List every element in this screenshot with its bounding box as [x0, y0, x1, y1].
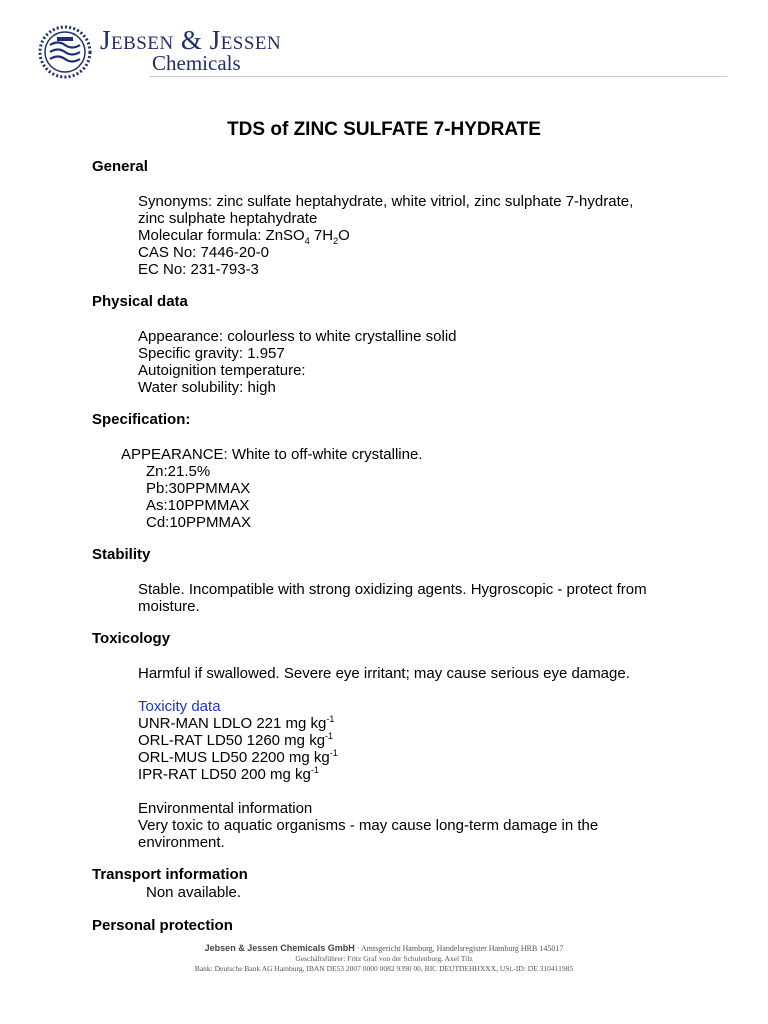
autoignition-temperature: Autoignition temperature:: [138, 362, 306, 379]
spec-appearance: APPEARANCE: White to off-white crystalline.: [121, 446, 423, 463]
footer-bank: Bank: Deutsche Bank AG Hamburg, IBAN DE53 2007 0000 0082 9390 00, BIC DEUTDEHHXXX, USt.-ID: DE 310411985: [194, 964, 574, 973]
section-heading-physical: Physical data: [92, 293, 188, 310]
footer-registry: · Amtsgericht Hamburg, Handelsregister Hamburg HRB 145017: [356, 944, 564, 953]
section-heading-transport: Transport information: [92, 866, 248, 883]
environmental-line-2: environment.: [138, 834, 225, 851]
header-divider: [150, 76, 727, 77]
specific-gravity: Specific gravity: 1.957: [138, 345, 285, 362]
synonyms-line-1: Synonyms: zinc sulfate heptahydrate, white vitriol, zinc sulphate 7-hydrate,: [138, 193, 634, 210]
footer-company-line: [0, 943, 768, 954]
physical-appearance: Appearance: colourless to white crystalline solid: [138, 328, 457, 345]
stability-line-1: Stable. Incompatible with strong oxidizing agents. Hygroscopic - protect from: [138, 581, 647, 598]
brand-name: Jebsen & Jessen: [100, 25, 282, 55]
spec-item: Pb:30PPMMAX: [146, 480, 251, 497]
cas-number: CAS No: 7446-20-0: [138, 244, 269, 261]
company-crest-icon: [38, 25, 92, 79]
brand-division: Chemicals: [152, 51, 241, 75]
molecular-formula: Molecular formula: ZnSO$_4$ $7H_2O$: [138, 227, 350, 246]
section-heading-protection: Personal protection: [92, 917, 233, 934]
spec-item: As:10PPMMAX: [146, 497, 250, 514]
footer-directors: Geschäftsführer: Fritz Graf von der Schulenburg, Axel Tilz: [295, 954, 473, 963]
water-solubility: Water solubility: high: [138, 379, 276, 396]
toxicity-data-link[interactable]: Toxicity data: [138, 698, 221, 715]
toxicity-entry: ORL-MUS LD50 2200 mg $kg^{-1}$: [138, 748, 338, 766]
spec-item: Zn:21.5%: [146, 463, 211, 480]
synonyms-line-2: zinc sulphate heptahydrate: [138, 210, 318, 227]
section-heading-toxicology: Toxicology: [92, 630, 171, 647]
toxicology-summary: Harmful if swallowed. Severe eye irritant; may cause serious eye damage.: [138, 665, 630, 682]
section-heading-stability: Stability: [92, 546, 151, 563]
spec-item: Cd:10PPMMAX: [146, 514, 252, 531]
section-heading-specification: Specification:: [92, 411, 191, 428]
ec-number: EC No: 231-793-3: [138, 261, 259, 278]
toxicity-entry: IPR-RAT LD50 200 mg $kg^{-1}$: [138, 765, 319, 783]
toxicity-entry: ORL-RAT LD50 1260 mg $kg^{-1}$: [138, 731, 334, 749]
letterhead: [38, 20, 728, 80]
environmental-line-1: Very toxic to aquatic organisms - may cause long-term damage in the: [138, 817, 599, 834]
document-title: TDS of ZINC SULFATE 7-HYDRATE: [227, 119, 541, 140]
page-footer: [0, 943, 768, 974]
section-heading-general: General: [92, 158, 148, 175]
environmental-heading: Environmental information: [138, 800, 313, 817]
transport-text: Non available.: [146, 884, 242, 901]
toxicity-entry: UNR-MAN LDLO 221 mg $kg^{-1}$: [138, 714, 335, 732]
footer-company-name: Jebsen & Jessen Chemicals GmbH: [204, 943, 355, 953]
stability-line-2: moisture.: [138, 598, 200, 615]
